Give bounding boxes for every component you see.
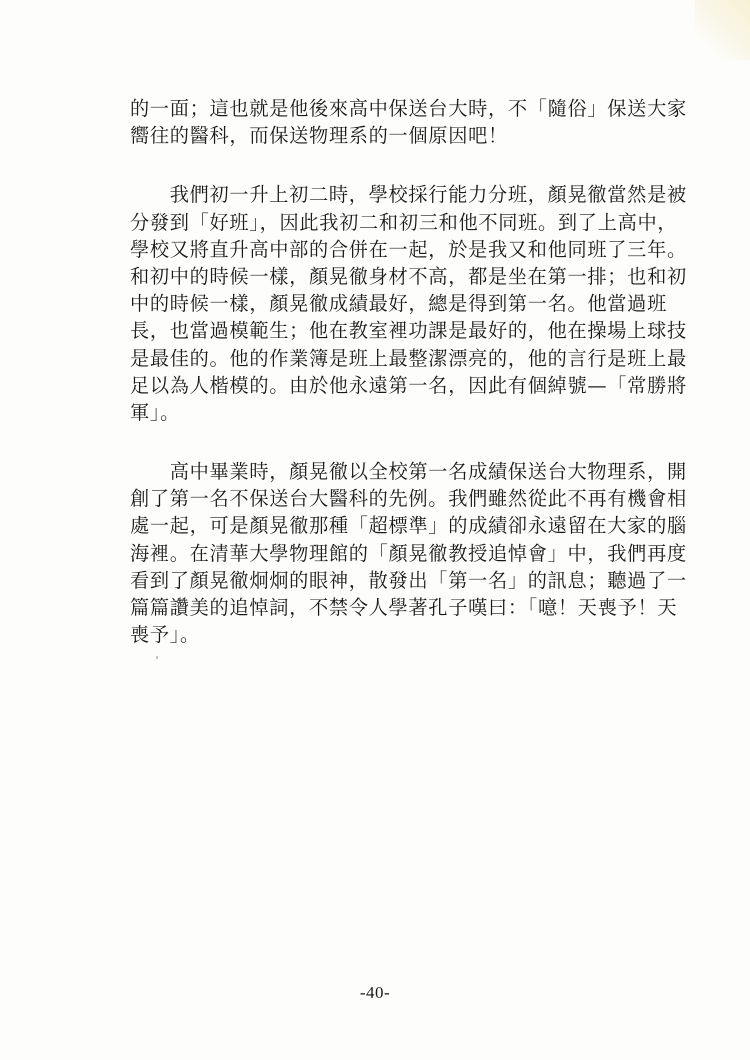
text-line: 和初中的時候一樣，顏晃徹身材不高，都是坐在第一排；也和初 — [130, 264, 687, 288]
paragraph-1 — [130, 95, 687, 149]
text-line: 軍」。 — [130, 400, 181, 424]
text-line: 海裡。在清華大學物理館的「顏晃徹教授追悼會」中，我們再度 — [130, 541, 687, 565]
paragraph-3 — [130, 458, 687, 648]
text-line: 是最佳的。他的作業簿是班上最整潔漂亮的，他的言行是班上最 — [130, 346, 687, 370]
paragraph-2 — [130, 181, 687, 426]
body-text — [130, 95, 687, 680]
text-line: 足以為人楷模的。由於他永遠第一名，因此有個綽號—「常勝將 — [130, 373, 687, 397]
text-line: 學校又將直升高中部的合併在一起，於是我又和他同班了三年。 — [130, 237, 687, 261]
text-line: 創了第一名不保送台大醫科的先例。我們雖然從此不再有機會相 — [130, 487, 687, 511]
text-line: 喪予」。 — [130, 623, 200, 647]
text-line: 分發到「好班」，因此我初二和初三和他不同班。到了上高中， — [130, 210, 678, 234]
text-line: 嚮往的醫科，而保送物理系的一個原因吧！ — [130, 124, 508, 148]
text-line: 我們初一升上初二時，學校採行能力分班，顏晃徹當然是被 — [130, 183, 687, 207]
paper-stain — [695, 0, 750, 60]
text-line: 篇篇讚美的追悼詞，不禁令人學著孔子嘆曰：「噫！天喪予！天 — [130, 596, 678, 619]
text-line: 長，也當過模範生；他在教室裡功課是最好的，他在操場上球技 — [130, 319, 687, 343]
text-line: 處一起，可是顏晃徹那種「超標準」的成績卻永遠留在大家的腦 — [130, 514, 687, 538]
page-number: -40- — [359, 983, 391, 1002]
text-line: 的一面；這也就是他後來高中保送台大時，不「隨俗」保送大家 — [130, 97, 687, 120]
text-line: 看到了顏晃徹炯炯的眼神，散發出「第一名」的訊息；聽過了一 — [130, 568, 687, 592]
text-line: 高中畢業時，顏晃徹以全校第一名成績保送台大物理系，開 — [130, 460, 687, 484]
text-line: 中的時候一樣，顏晃徹成績最好，總是得到第一名。他當過班 — [130, 292, 667, 316]
